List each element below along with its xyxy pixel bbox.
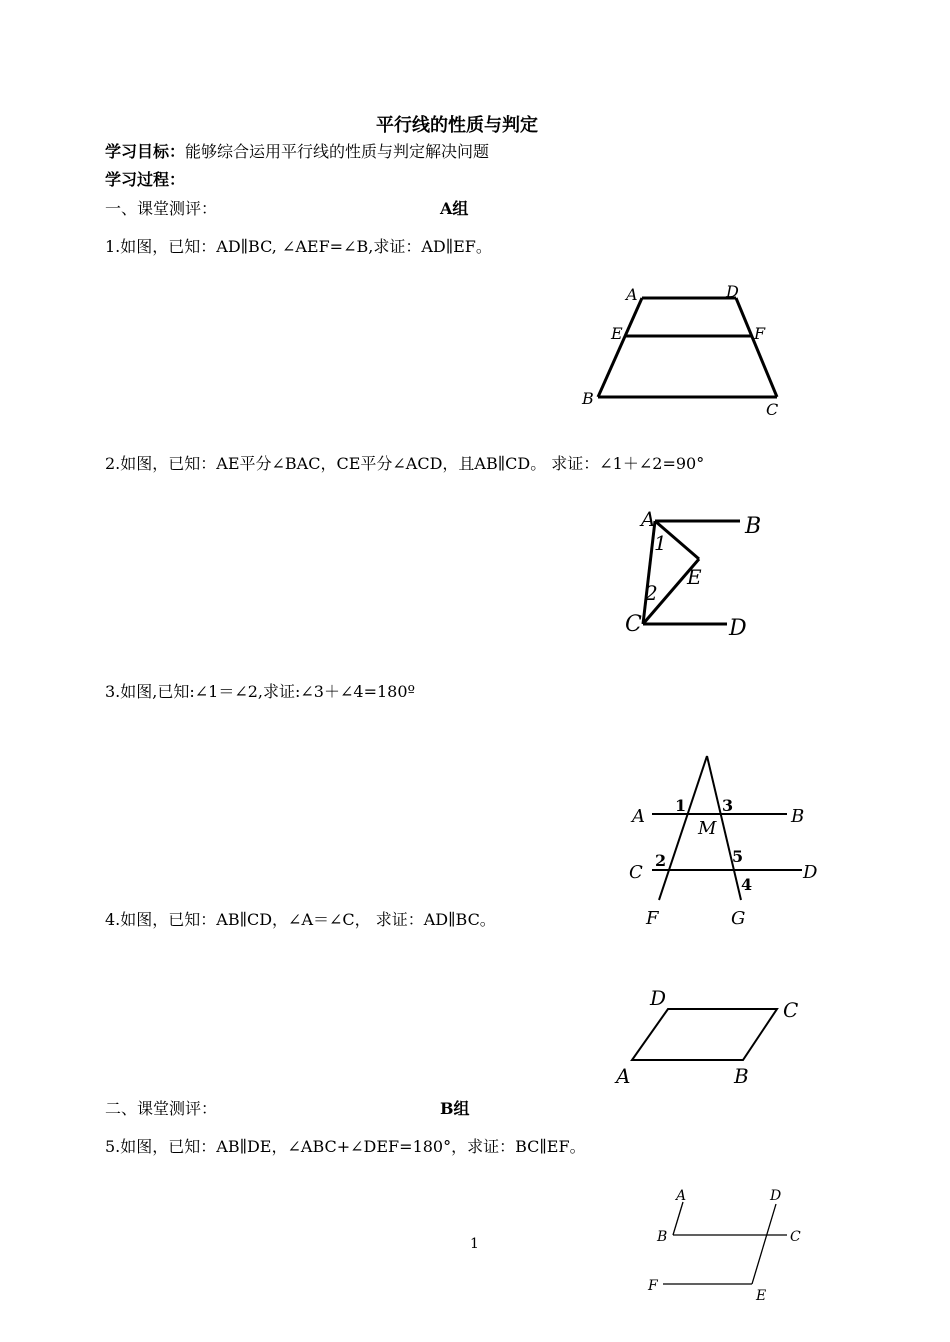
fig1-label-c: C [766,400,779,419]
fig4-label-a: A [616,1064,631,1088]
fig1-label-a: A [626,285,638,304]
figure-3-transversals [622,750,832,930]
section-a-label: 一、课堂测评： [105,199,218,218]
fig3-angle-4: 4 [741,875,753,894]
fig3-label-d: D [803,862,818,883]
section-b-label: 二、课堂测评： [105,1099,218,1118]
fig1-label-d: D [726,282,739,301]
page-title: 平行线的性质与判定 [376,115,538,136]
fig1-label-f: F [754,324,766,343]
figure-4-parallelogram [605,985,815,1090]
figure-1-trapezoid [575,280,795,425]
fig5-label-b: B [657,1229,668,1245]
fig3-label-a: A [632,806,645,827]
section-a-group: A组 [440,199,469,218]
fig3-label-b: B [791,806,805,827]
fig4-label-d: D [650,986,667,1010]
figure-5-parallel-segments [640,1180,820,1305]
page-number: 1 [470,1236,479,1252]
fig3-angle-1: 1 [675,796,687,815]
fig5-label-c: C [790,1229,801,1245]
problem-3-text: 3.如图,已知:∠1＝∠2,求证:∠3＋∠4=180º [105,682,416,701]
fig3-label-m: M [698,818,717,839]
fig4-label-c: C [783,998,799,1022]
objective-label: 学习目标： [105,142,186,161]
fig3-angle-2: 2 [655,851,667,870]
problem-5-text: 5.如图，已知：AB∥DE，∠ABC+∠DEF=180°，求证：BC∥EF。 [105,1137,586,1156]
problem-4-text: 4.如图，已知：AB∥CD，∠A＝∠C， 求证：AD∥BC。 [105,910,496,929]
section-b-group: B组 [440,1099,470,1118]
fig1-label-e: E [611,324,623,343]
figure-2-angle-bisectors [615,500,775,645]
objective-text: 能够综合运用平行线的性质与判定解决问题 [185,142,490,161]
fig3-angle-3: 3 [722,796,734,815]
fig3-angle-5: 5 [732,847,744,866]
fig2-label-e: E [687,565,702,589]
fig5-label-d: D [770,1188,782,1204]
fig3-label-f: F [646,908,659,929]
fig3-label-c: C [629,862,643,883]
fig2-angle-2: 2 [645,581,658,605]
fig2-angle-1: 1 [654,531,667,555]
fig5-label-e: E [756,1288,767,1304]
fig2-label-d: D [729,616,747,641]
fig2-label-b: B [745,514,762,539]
problem-1-text: 1.如图，已知：AD∥BC, ∠AEF=∠B,求证：AD∥EF。 [105,237,492,256]
fig5-label-f: F [648,1278,658,1294]
fig5-label-a: A [676,1188,687,1204]
fig2-label-a: A [641,507,656,531]
fig1-label-b: B [582,389,594,408]
fig3-label-g: G [731,908,746,929]
learning-objective [105,142,489,162]
problem-2-text: 2.如图，已知：AE平分∠BAC，CE平分∠ACD，且AB∥CD。 求证：∠1＋∠2=90° [105,454,705,473]
fig4-label-b: B [734,1064,749,1088]
learning-process-label: 学习过程： [105,170,186,189]
fig2-label-c: C [625,612,642,637]
